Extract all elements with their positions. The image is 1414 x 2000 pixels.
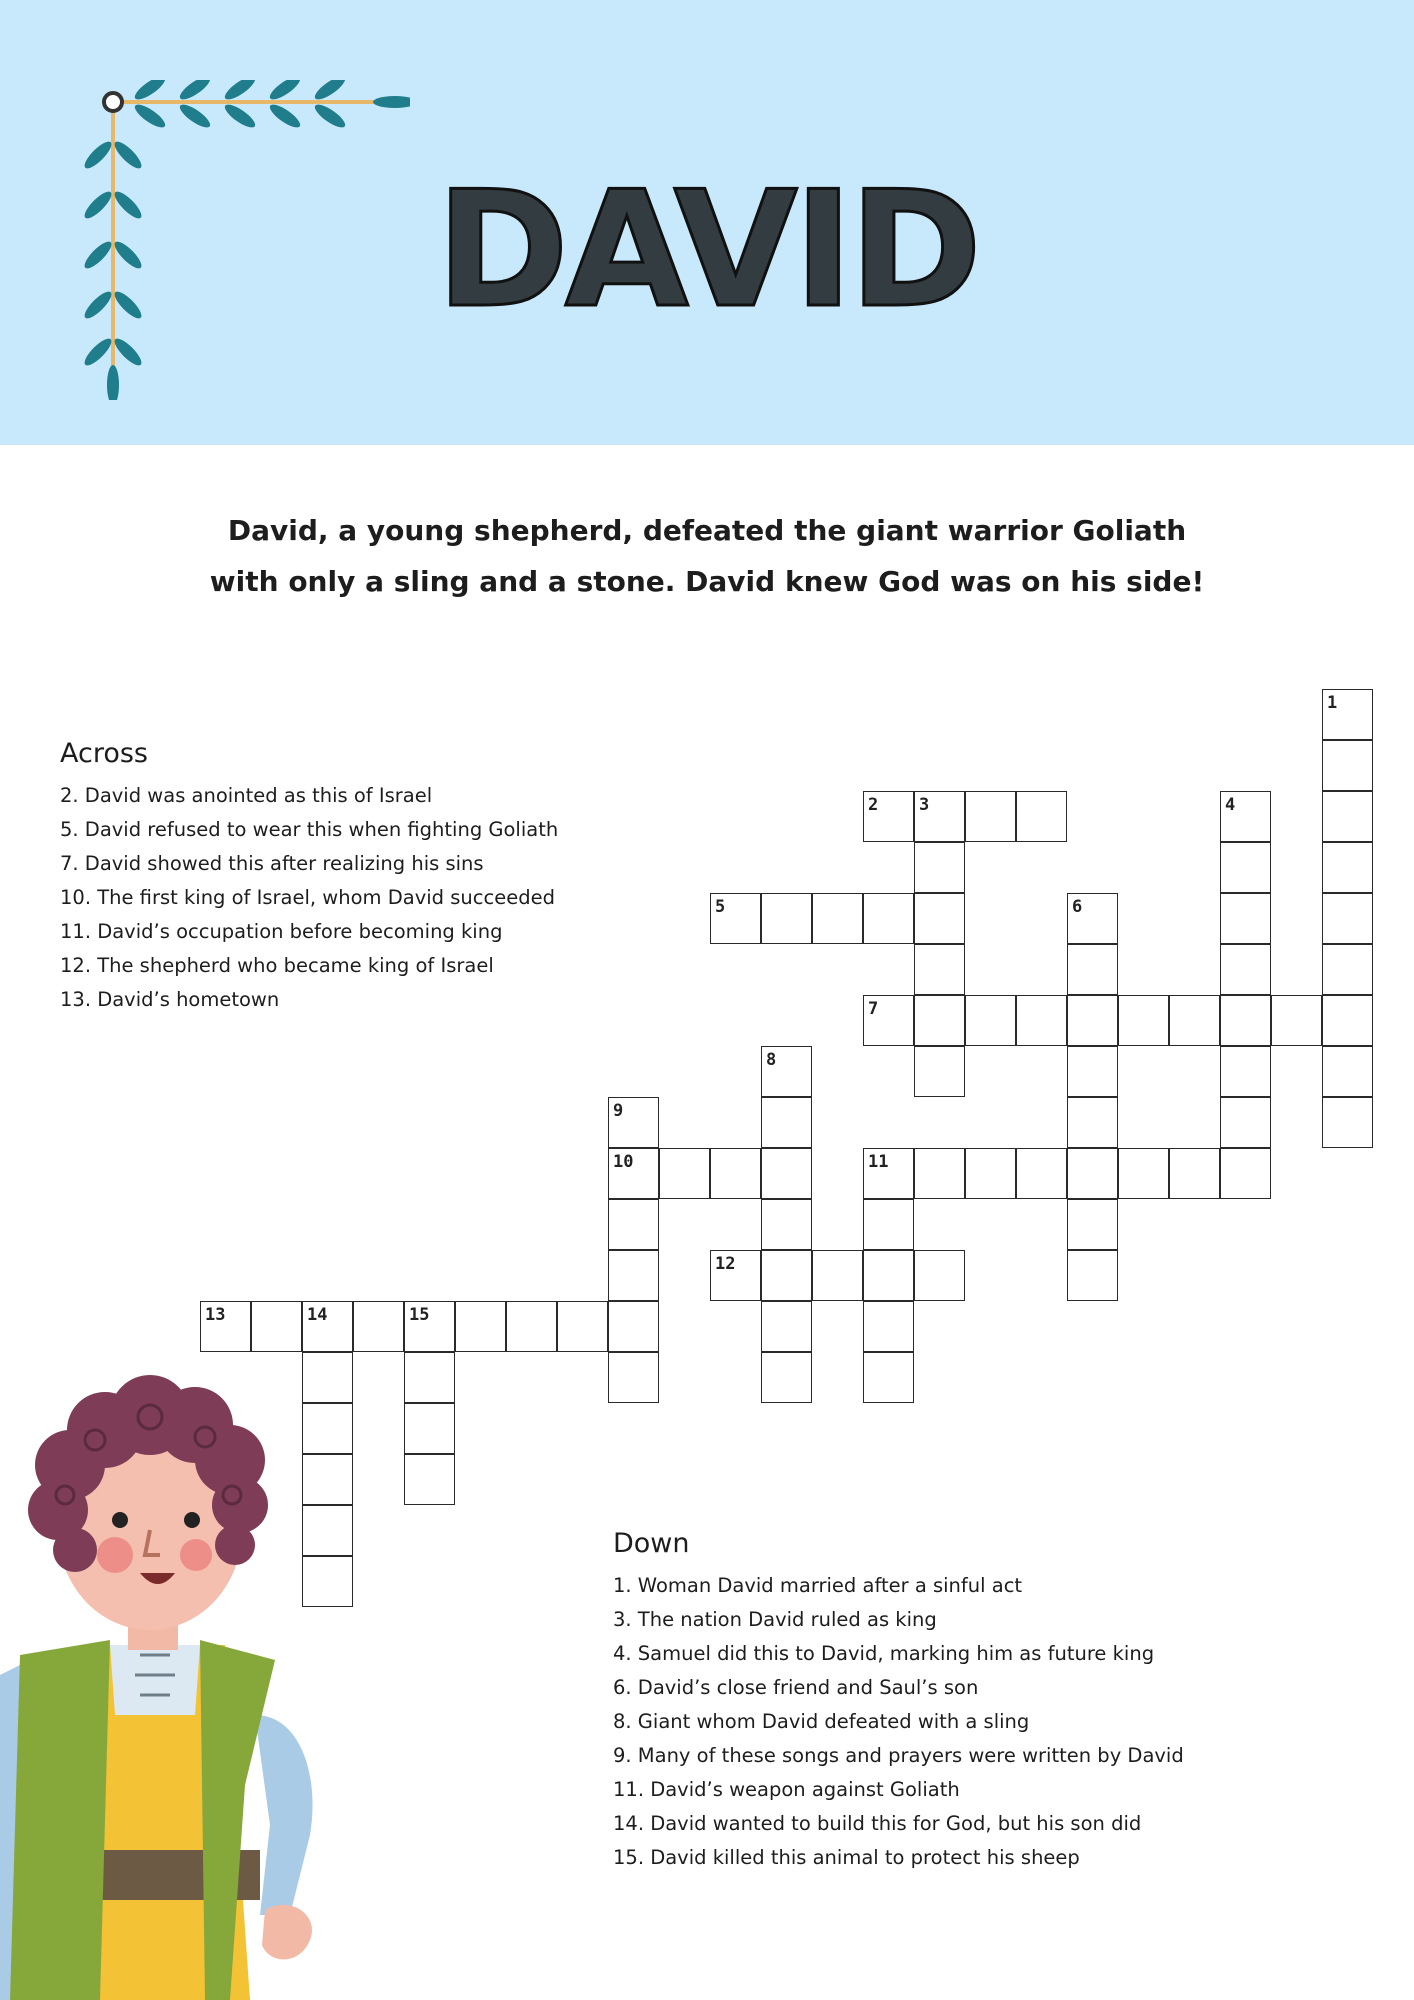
across-clue: 10. The first king of Israel, whom David succeeded (60, 886, 555, 909)
crossword-cell[interactable] (404, 1454, 455, 1505)
clue-number: 9 (613, 1101, 624, 1121)
down-heading: Down (613, 1528, 690, 1559)
crossword-cell[interactable] (1220, 944, 1271, 995)
crossword-cell[interactable] (863, 1352, 914, 1403)
crossword-cell[interactable] (1322, 995, 1373, 1046)
intro-line-2: with only a sling and a stone. David knew God was on his side! (209, 565, 1205, 598)
crossword-cell[interactable] (1322, 791, 1373, 842)
crossword-cell[interactable] (863, 995, 914, 1046)
crossword-cell[interactable] (914, 1046, 965, 1097)
clue-number: 1 (1327, 693, 1338, 713)
crossword-cell[interactable] (659, 1148, 710, 1199)
across-clue: 5. David refused to wear this when fighting Goliath (60, 818, 559, 841)
crossword-cell[interactable] (608, 1148, 659, 1199)
crossword-cell[interactable] (914, 791, 965, 842)
crossword-cell[interactable] (302, 1301, 353, 1352)
crossword-cell[interactable] (863, 893, 914, 944)
crossword-cell[interactable] (965, 791, 1016, 842)
crossword-cell[interactable] (761, 1097, 812, 1148)
across-heading: Across (60, 738, 149, 769)
clue-number: 11 (868, 1152, 889, 1172)
crossword-cell[interactable] (1169, 995, 1220, 1046)
crossword-cell[interactable] (761, 893, 812, 944)
crossword-cell[interactable] (1322, 740, 1373, 791)
down-clue: 1. Woman David married after a sinful act (613, 1574, 1023, 1597)
down-clue: 9. Many of these songs and prayers were written by David (613, 1744, 1184, 1767)
crossword-cell[interactable] (761, 1148, 812, 1199)
crossword-cell[interactable] (1220, 842, 1271, 893)
down-clue: 14. David wanted to build this for God, but his son did (613, 1812, 1142, 1835)
crossword-cell[interactable] (812, 893, 863, 944)
crossword-cell[interactable] (710, 893, 761, 944)
crossword-cell[interactable] (1220, 791, 1271, 842)
crossword-cell[interactable] (404, 1301, 455, 1352)
across-clue: 12. The shepherd who became king of Israel (60, 954, 494, 977)
crossword-cell[interactable] (1016, 1148, 1067, 1199)
crossword-cell[interactable] (761, 1199, 812, 1250)
crossword-cell[interactable] (812, 1250, 863, 1301)
clue-number: 12 (715, 1254, 736, 1274)
crossword-cell[interactable] (200, 1301, 251, 1352)
intro-text (150, 505, 1264, 607)
crossword-cell[interactable] (1220, 995, 1271, 1046)
crossword-cell[interactable] (608, 1301, 659, 1352)
crossword-cell[interactable] (251, 1301, 302, 1352)
crossword-cell[interactable] (1220, 1046, 1271, 1097)
across-clues (60, 738, 558, 1017)
clue-number: 15 (409, 1305, 430, 1325)
crossword-cell[interactable] (863, 1301, 914, 1352)
crossword-cell[interactable] (302, 1454, 353, 1505)
clue-number: 3 (919, 795, 930, 815)
crossword-cell[interactable] (404, 1403, 455, 1454)
clue-number: 14 (307, 1305, 328, 1325)
clue-number: 4 (1225, 795, 1236, 815)
crossword-cell[interactable] (557, 1301, 608, 1352)
crossword-cell[interactable] (1169, 1148, 1220, 1199)
crossword-cell[interactable] (965, 1148, 1016, 1199)
clue-number: 8 (766, 1050, 777, 1070)
crossword-cell[interactable] (506, 1301, 557, 1352)
down-clue: 6. David’s close friend and Saul’s son (613, 1676, 979, 1699)
crossword-cell[interactable] (761, 1046, 812, 1097)
crossword-cell[interactable] (1067, 995, 1118, 1046)
crossword-cell[interactable] (1220, 893, 1271, 944)
crossword-cell[interactable] (608, 1199, 659, 1250)
crossword-cell[interactable] (353, 1301, 404, 1352)
crossword-cell[interactable] (1067, 1148, 1118, 1199)
crossword-cell[interactable] (1118, 1148, 1169, 1199)
crossword-cell[interactable] (1322, 1097, 1373, 1148)
crossword-cell[interactable] (863, 791, 914, 842)
crossword-cell[interactable] (608, 1250, 659, 1301)
crossword-cell[interactable] (863, 1199, 914, 1250)
clue-number: 7 (868, 999, 879, 1019)
crossword-cell[interactable] (302, 1556, 353, 1607)
page-title: DAVID (436, 156, 978, 343)
intro-line-1: David, a young shepherd, defeated the giant warrior Goliath (227, 514, 1187, 547)
across-clue: 13. David’s hometown (60, 988, 280, 1011)
crossword-cell[interactable] (404, 1352, 455, 1403)
crossword-cell[interactable] (1220, 1148, 1271, 1199)
crossword-cell[interactable] (1271, 995, 1322, 1046)
crossword-cell[interactable] (761, 1250, 812, 1301)
header-banner (0, 0, 1414, 445)
crossword-cell[interactable] (608, 1352, 659, 1403)
clue-number: 2 (868, 795, 879, 815)
crossword-cell[interactable] (863, 1148, 914, 1199)
crossword-cell[interactable] (1067, 893, 1118, 944)
crossword-cell[interactable] (710, 1148, 761, 1199)
across-clue: 2. David was anointed as this of Israel (60, 784, 433, 807)
crossword-cell[interactable] (710, 1250, 761, 1301)
crossword-cell[interactable] (1016, 995, 1067, 1046)
crossword-cell[interactable] (914, 1148, 965, 1199)
down-clue: 15. David killed this animal to protect his sheep (613, 1846, 1080, 1869)
crossword-cell[interactable] (1322, 944, 1373, 995)
crossword-cell[interactable] (1322, 1046, 1373, 1097)
crossword-cell[interactable] (1067, 1046, 1118, 1097)
across-clue: 7. David showed this after realizing his sins (60, 852, 484, 875)
crossword-cell[interactable] (302, 1352, 353, 1403)
down-clues (613, 1528, 1184, 1875)
crossword-cell[interactable] (1220, 1097, 1271, 1148)
clue-number: 13 (205, 1305, 226, 1325)
down-clue: 3. The nation David ruled as king (613, 1608, 937, 1631)
crossword-cell[interactable] (302, 1505, 353, 1556)
crossword-cell[interactable] (1016, 791, 1067, 842)
crossword-cell[interactable] (761, 1352, 812, 1403)
crossword-cell[interactable] (608, 1097, 659, 1148)
crossword-cell[interactable] (914, 944, 965, 995)
crossword-cell[interactable] (1322, 689, 1373, 740)
crossword-cell[interactable] (1118, 995, 1169, 1046)
crossword-cell[interactable] (914, 1250, 965, 1301)
crossword-cell[interactable] (914, 842, 965, 893)
crossword-cell[interactable] (965, 995, 1016, 1046)
crossword-cell[interactable] (1067, 1199, 1118, 1250)
crossword-cell[interactable] (863, 1250, 914, 1301)
across-clue: 11. David’s occupation before becoming king (60, 920, 503, 943)
down-clue: 11. David’s weapon against Goliath (613, 1778, 960, 1801)
crossword-cell[interactable] (302, 1403, 353, 1454)
crossword-cell[interactable] (455, 1301, 506, 1352)
clue-number: 10 (613, 1152, 634, 1172)
crossword-cell[interactable] (1322, 842, 1373, 893)
clue-number: 5 (715, 897, 726, 917)
clue-number: 6 (1072, 897, 1083, 917)
crossword-cell[interactable] (914, 995, 965, 1046)
down-clue: 4. Samuel did this to David, marking him as future king (613, 1642, 1155, 1665)
crossword-cell[interactable] (761, 1301, 812, 1352)
crossword-cell[interactable] (1067, 944, 1118, 995)
down-clue: 8. Giant whom David defeated with a sling (613, 1710, 1030, 1733)
crossword-cell[interactable] (914, 893, 965, 944)
crossword-cell[interactable] (1067, 1250, 1118, 1301)
crossword-cell[interactable] (1067, 1097, 1118, 1148)
crossword-cell[interactable] (1322, 893, 1373, 944)
